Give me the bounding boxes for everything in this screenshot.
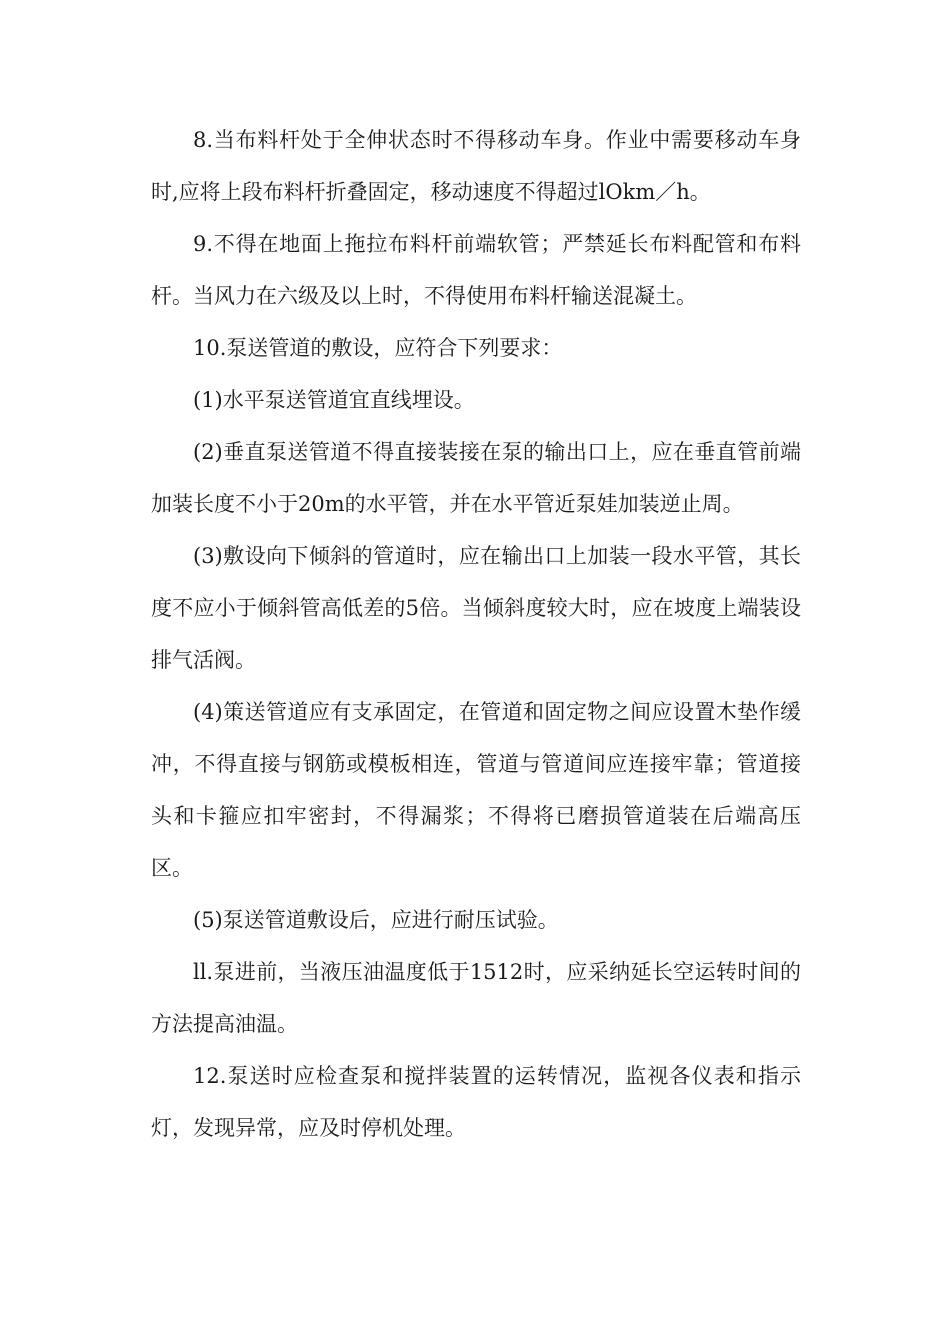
paragraph-subitem-3: (3)敷设向下倾斜的管道时，应在输出口上加装一段水平管，其长度不应小于倾斜管高低差的5倍。当倾斜度较大时，应在坡度上端装设排气活阀。 xyxy=(151,544,801,672)
paragraph-subitem-2: (2)垂直泵送管道不得直接装接在泵的输出口上，应在垂直管前端加装长度不小于20m的水平管，并在水平管近泵娃加装逆止周。 xyxy=(151,440,801,516)
paragraph-item-8: 8.当布料杆处于全伸状态时不得移动车身。作业中需要移动车身时,应将上段布料杆折叠固定，移动速度不得超过lOkm／h。 xyxy=(151,128,801,204)
paragraph-subitem-5: (5)泵送管道敷设后，应进行耐压试验。 xyxy=(193,908,559,932)
paragraph-subitem-4: (4)策送管道应有支承固定，在管道和固定物之间应设置木垫作缓冲，不得直接与钢筋或模板相连，管道与管道间应连接牢靠；管道接头和卡箍应扣牢密封，不得漏浆；不得将已磨损管道装在后端高压区。 xyxy=(151,700,801,880)
paragraph-item-9: 9.不得在地面上拖拉布料杆前端软管；严禁延长布料配管和布料杆。当风力在六级及以上时，不得使用布料杆输送混凝土。 xyxy=(151,232,801,308)
paragraph-subitem-1: (1)水平泵送管道宜直线埋设。 xyxy=(193,388,475,412)
paragraph-item-10: 10.泵送管道的敷设，应符合下列要求： xyxy=(193,336,563,360)
paragraph-item-11: ll.泵进前，当液压油温度低于1512时，应采纳延长空运转时间的方法提高油温。 xyxy=(151,960,801,1036)
paragraph-item-12: 12.泵送时应检查泵和搅拌装置的运转情况，监视各仪表和指示灯，发现异常，应及时停机处理。 xyxy=(151,1064,801,1140)
document-body xyxy=(151,114,801,1154)
